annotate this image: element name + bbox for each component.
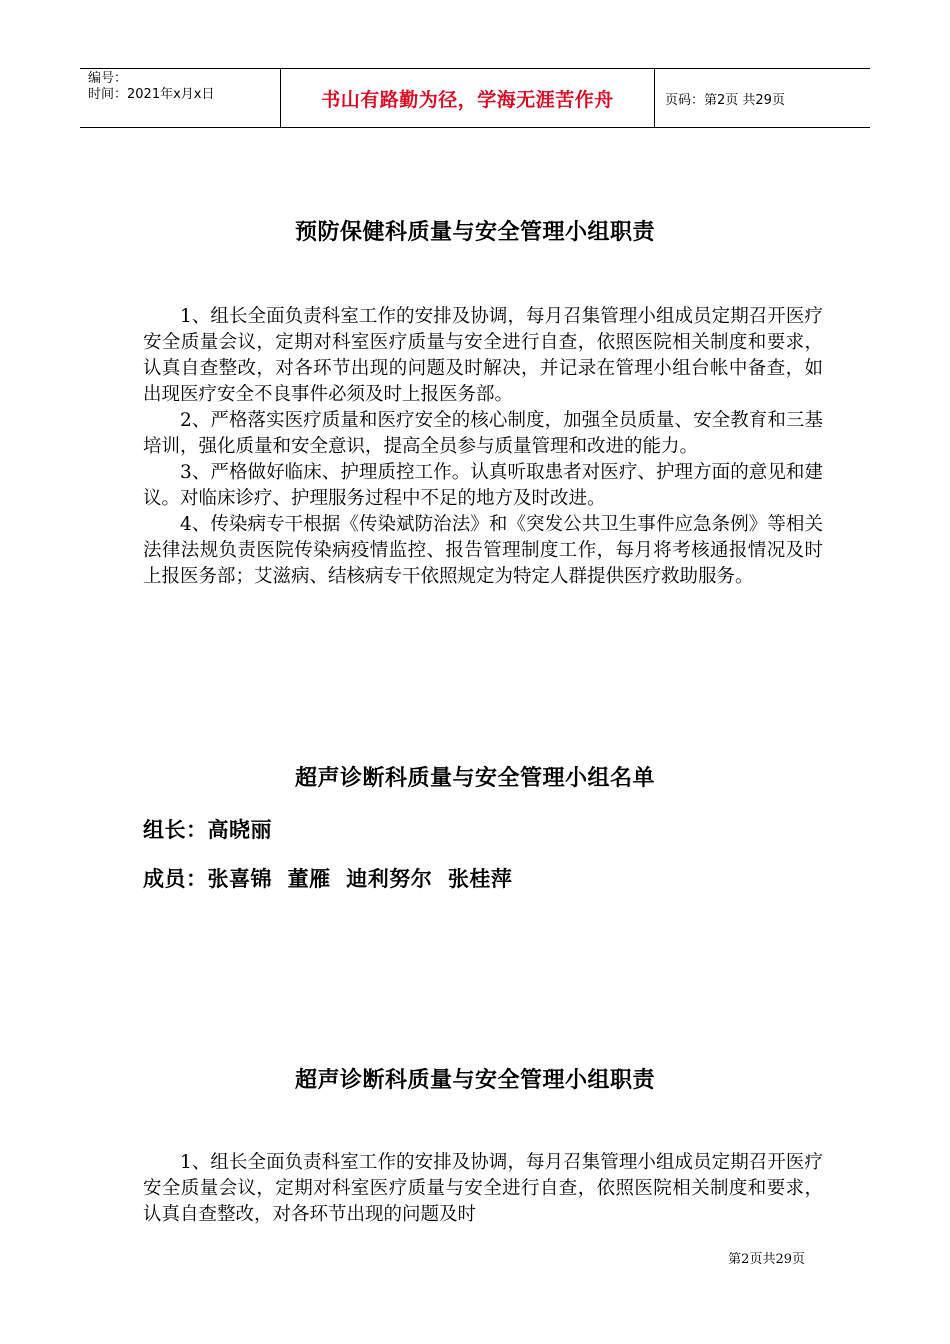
duty-paragraph: 4、传染病专干根据《传染斌防治法》和《突发公共卫生事件应急条例》等相关法律法规负责医院传染病疫情监控、报告管理制度工作，每月将考核通报情况及时上报医务部；艾滋病、结核病专干依照规定为特定人群提供医疗救助服务。 <box>143 514 823 587</box>
roster-members: 成员：张喜锦 董雁 迪利努尔 张桂萍 <box>143 867 513 891</box>
roster-leader: 组长：高晓丽 <box>143 818 272 842</box>
header-motto: 书山有路勤为径，学海无涯苦作舟 <box>281 69 655 127</box>
prevention-duties-body <box>143 304 823 590</box>
header-meta <box>80 69 281 127</box>
date-line: 时间：2021年x月x日 <box>88 87 215 102</box>
duty-paragraph: 3、严格做好临床、护理质控工作。认真听取患者对医疗、护理方面的意见和建议。对临床诊疗、护理服务过程中不足的地方及时改进。 <box>143 462 823 509</box>
ultrasound-duties-body <box>143 1150 823 1228</box>
section-title-prevention-duties: 预防保健科质量与安全管理小组职责 <box>294 220 655 245</box>
section-title-ultrasound-duties: 超声诊断科质量与安全管理小组职责 <box>294 1068 655 1093</box>
duty-paragraph: 1、组长全面负责科室工作的安排及协调，每月召集管理小组成员定期召开医疗安全质量会议，定期对科室医疗质量与安全进行自查，依照医院相关制度和要求，认真自查整改，对各环节出现的问题及时解决，并记录在管理小组台帐中备查，如出现医疗安全不良事件必须及时上报医务部。 <box>143 306 823 405</box>
header-page-info: 页码：第2页 共29页 <box>665 92 785 108</box>
section-title-ultrasound-roster: 超声诊断科质量与安全管理小组名单 <box>294 766 655 791</box>
page-header <box>80 68 870 128</box>
duty-paragraph: 2、严格落实医疗质量和医疗安全的核心制度，加强全员质量、安全教育和三基培训，强化质量和安全意识，提高全员参与质量管理和改进的能力。 <box>143 410 823 457</box>
page-footer: 第2页共29页 <box>728 1252 805 1267</box>
duty-paragraph: 1、组长全面负责科室工作的安排及协调，每月召集管理小组成员定期召开医疗安全质量会议，定期对科室医疗质量与安全进行自查，依照医院相关制度和要求，认真自查整改，对各环节出现的问题及时 <box>143 1152 823 1225</box>
code-label: 编号： <box>88 71 128 86</box>
